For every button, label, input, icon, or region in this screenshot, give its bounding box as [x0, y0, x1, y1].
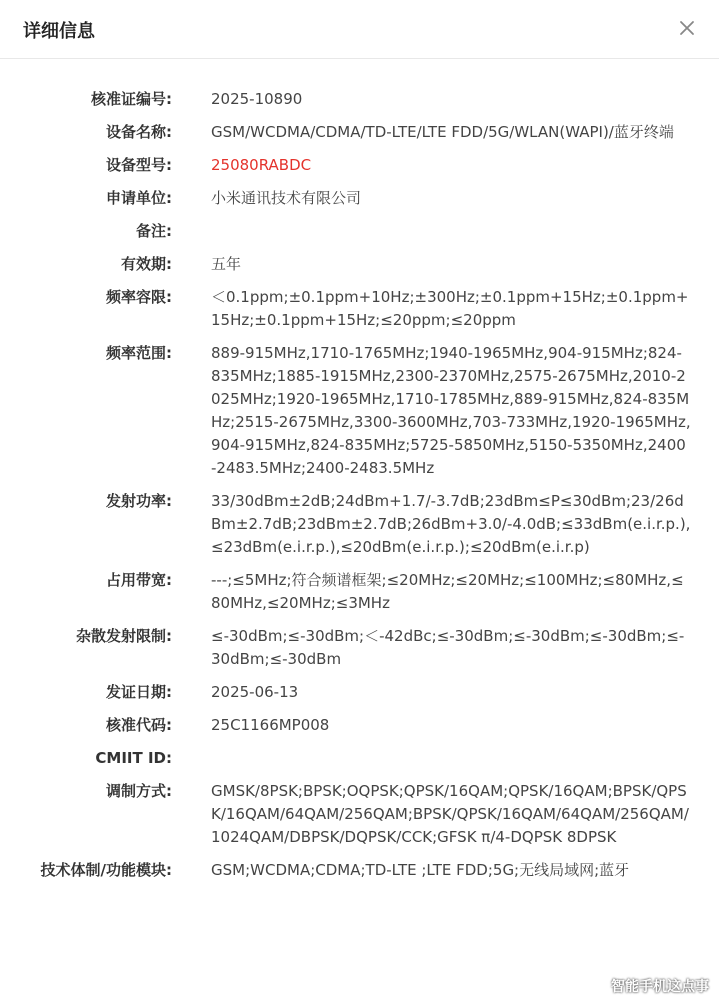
value-spurious-emission: ≤-30dBm;≤-30dBm;＜-42dBc;≤-30dBm;≤-30dBm;≤-30dBm;≤-30dBm;≤-30dBm: [211, 627, 685, 668]
row-frequency-tolerance: [0, 286, 719, 332]
row-approval-number: [0, 88, 719, 111]
row-modulation: [0, 780, 719, 849]
label-approval-code: 核准代码:: [106, 716, 172, 734]
value-applicant: 小米通讯技术有限公司: [211, 189, 362, 207]
dialog-header: [0, 0, 719, 59]
value-modulation: GMSK/8PSK;BPSK;OQPSK;QPSK/16QAM;QPSK/16QAM;BPSK/QPSK/16QAM/64QAM/256QAM;BPSK/QPSK/16QAM/64QAM/256QAM/1024QAM/DBPSK/DQPSK/CCK;GFSK π/4-DQPSK 8DPSK: [211, 782, 689, 846]
label-remarks: 备注:: [136, 222, 172, 240]
value-frequency-tolerance: ＜0.1ppm;±0.1ppm+10Hz;±300Hz;±0.1ppm+15Hz;±0.1ppm+15Hz;±0.1ppm+15Hz;≤20ppm;≤20ppm: [211, 288, 689, 329]
value-cmiit-id: [211, 747, 691, 770]
row-cmiit-id: [0, 747, 719, 770]
row-spurious-emission: [0, 625, 719, 671]
row-issue-date: [0, 681, 719, 704]
close-button[interactable]: [675, 16, 699, 40]
label-technology: 技术体制/功能模块:: [40, 861, 172, 879]
label-device-name: 设备名称:: [106, 123, 172, 141]
label-validity: 有效期:: [121, 255, 172, 273]
label-approval-number: 核准证编号:: [91, 90, 172, 108]
value-remarks: [211, 220, 691, 243]
label-frequency-tolerance: 频率容限:: [106, 288, 172, 306]
value-frequency-range: 889-915MHz,1710-1765MHz;1940-1965MHz,904-915MHz;824-835MHz;1885-1915MHz,2300-2370MHz,2575-2675MHz,2010-2025MHz;1920-1965MHz,1710-1785MHz,889-915MHz,824-835MHz;2515-2675MHz,3300-3600MHz,703-733MHz,1920-1965MHz,904-915MHz,824-835MHz;5725-5850MHz,5150-5350MHz,2400-2483.5MHz;2400-2483.5MHz: [211, 344, 691, 477]
value-technology: GSM;WCDMA;CDMA;TD-LTE ;LTE FDD;5G;无线局域网;蓝牙: [211, 861, 630, 879]
detail-list: [0, 88, 719, 892]
label-applicant: 申请单位:: [106, 189, 172, 207]
value-validity: 五年: [211, 255, 242, 273]
row-applicant: [0, 187, 719, 210]
value-occupied-bandwidth: ---;≤5MHz;符合频谱框架;≤20MHz;≤20MHz;≤100MHz;≤80MHz,≤80MHz,≤20MHz;≤3MHz: [211, 571, 684, 612]
label-issue-date: 发证日期:: [106, 683, 172, 701]
label-cmiit-id: CMIIT ID:: [95, 749, 172, 767]
value-approval-code: 25C1166MP008: [211, 716, 330, 734]
label-occupied-bandwidth: 占用带宽:: [106, 571, 172, 589]
value-device-model: 25080RABDC: [211, 156, 312, 174]
dialog-title: 详细信息: [23, 21, 95, 42]
row-remarks: [0, 220, 719, 243]
value-approval-number: 2025-10890: [211, 90, 303, 108]
label-spurious-emission: 杂散发射限制:: [76, 627, 172, 645]
value-device-name: GSM/WCDMA/CDMA/TD-LTE/LTE FDD/5G/WLAN(WAPI)/蓝牙终端: [211, 123, 674, 141]
row-transmit-power: [0, 490, 719, 559]
label-modulation: 调制方式:: [106, 782, 172, 800]
row-approval-code: [0, 714, 719, 737]
label-transmit-power: 发射功率:: [106, 492, 172, 510]
value-transmit-power: 33/30dBm±2dB;24dBm+1.7/-3.7dB;23dBm≤P≤30dBm;23/26dBm±2.7dB;23dBm±2.7dB;26dBm+3.0/-4.0dB;≤33dBm(e.i.r.p.),≤23dBm(e.i.r.p.),≤20dBm(e.i.r.p.);≤20dBm(e.i.r.p): [211, 492, 691, 556]
row-frequency-range: [0, 342, 719, 480]
row-validity: [0, 253, 719, 276]
label-frequency-range: 频率范围:: [106, 344, 172, 362]
label-device-model: 设备型号:: [106, 156, 172, 174]
value-issue-date: 2025-06-13: [211, 683, 299, 701]
row-device-model: [0, 154, 719, 177]
row-occupied-bandwidth: [0, 569, 719, 615]
watermark-text: 智能手机这点事: [611, 979, 709, 995]
row-technology: [0, 859, 719, 882]
row-device-name: [0, 121, 719, 144]
close-icon: [675, 16, 699, 40]
